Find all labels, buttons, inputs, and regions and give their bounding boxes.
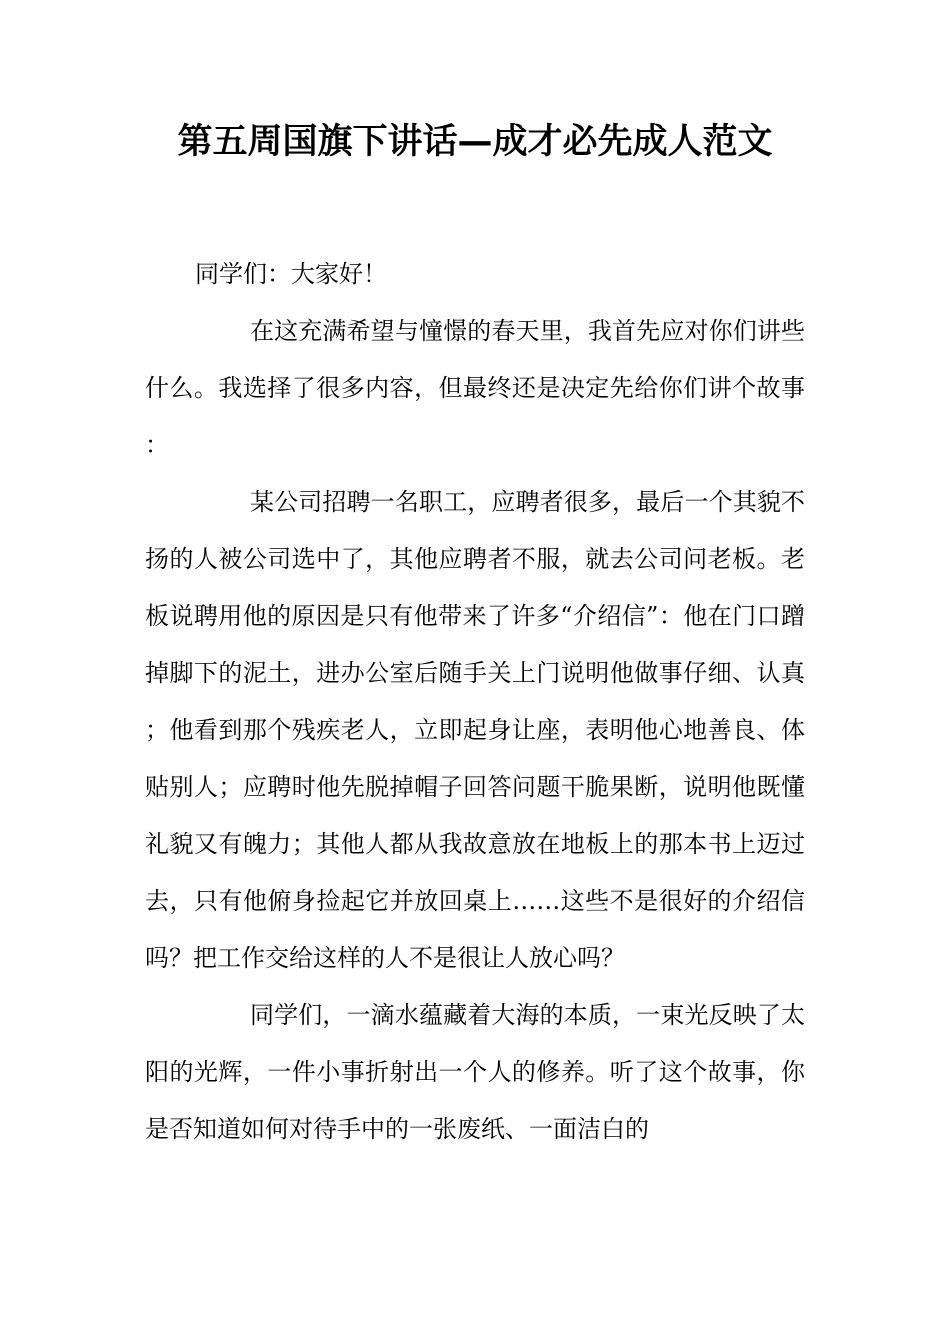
paragraph-story: 某公司招聘一名职工，应聘者很多，最后一个其貌不扬的人被公司选中了，其他应聘者不服，就去公司问老板。老板说聘用他的原因是只有他带来了许多“介绍信”：他在门口蹭掉脚下的泥土，进办公室后随手关上门说明他做事仔细、认真；他看到那个残疾老人，立即起身让座，表明他心地善良、体贴别人；应聘时他先脱掉帽子回答问题干脆果断，说明他既懂礼貌又有魄力；其他人都从我故意放在地板上的那本书上迈过去，只有他俯身捡起它并放回桌上……这些不是很好的介绍信吗？把工作交给这样的人不是很让人放心吗？	[145, 488, 805, 972]
paragraph-intro: 在这充满希望与憧憬的春天里，我首先应对你们讲些什么。我选择了很多内容，但最终还是决定先给你们讲个故事：	[145, 317, 805, 459]
greeting-line: 同学们：大家好！	[195, 260, 387, 288]
paragraph-reflection: 同学们，一滴水蕴藏着大海的本质，一束光反映了太阳的光辉，一件小事折射出一个人的修养。听了这个故事，你是否知道如何对待手中的一张废纸、一面洁白的	[145, 1001, 805, 1143]
document-title: 第五周国旗下讲话—成才必先成人范文	[177, 122, 773, 162]
document-body	[145, 246, 805, 1158]
